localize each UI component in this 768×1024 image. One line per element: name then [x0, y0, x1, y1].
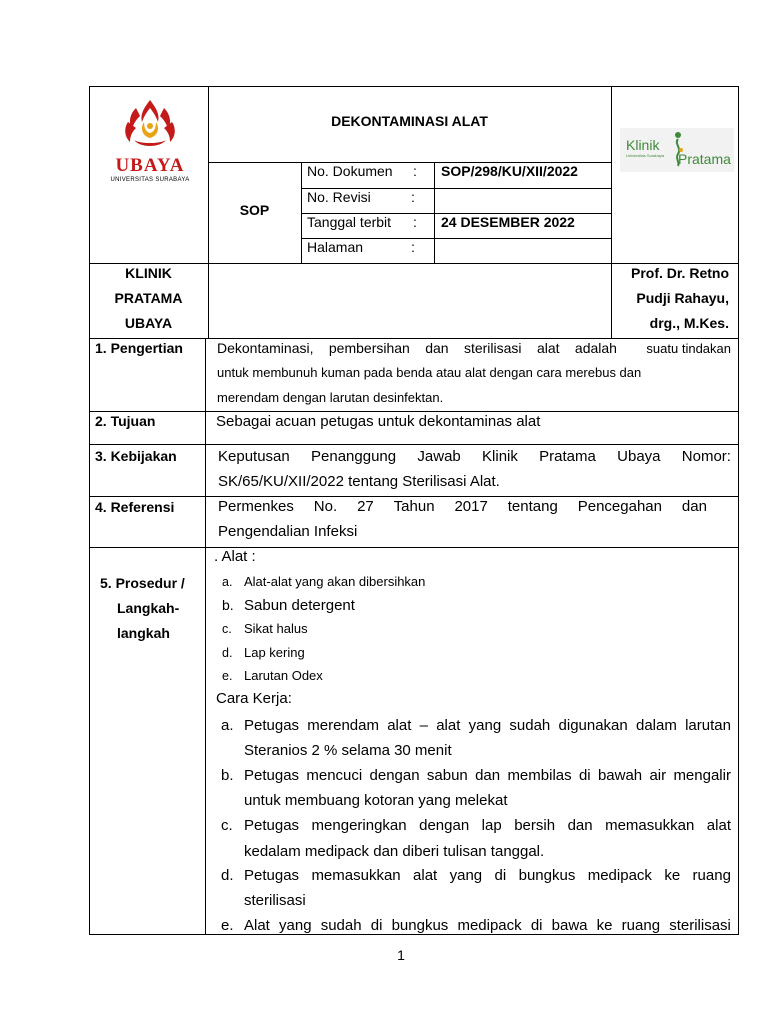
rule-row-4	[89, 496, 739, 497]
label-referensi: 4. Referensi	[95, 499, 175, 515]
rule-row-2	[89, 411, 739, 412]
alat-item: Lap kering	[244, 645, 305, 660]
rule-row-5	[89, 547, 739, 548]
rule-body-col	[205, 338, 206, 935]
pengertian-line-3: merendam dengan larutan desinfektan.	[217, 390, 444, 405]
meta-colon: :	[413, 214, 417, 230]
alat-item: Sikat halus	[244, 621, 308, 636]
alat-marker: c.	[222, 622, 232, 636]
klinik-pratama-logo	[620, 128, 734, 172]
alat-marker: b.	[222, 597, 234, 613]
rule-row-1	[89, 338, 739, 339]
tujuan-text: Sebagai acuan petugas untuk dekontaminas alat	[216, 413, 541, 430]
alat-item: Alat-alat yang akan dibersihkan	[244, 574, 426, 589]
step-marker: d.	[221, 867, 234, 884]
step-e-line-1: Alat yang sudah di bungkus medipack di bawa ke ruang sterilisasi	[244, 917, 731, 934]
step-c-line-2: kedalam medipack dan diberi tulisan tanggal.	[244, 843, 545, 860]
pratama-wordmark: Pratama	[678, 151, 731, 167]
klinik-small-text: Universitas Surabaya	[626, 153, 665, 158]
alat-marker: d.	[222, 646, 233, 660]
ubaya-emblem-icon	[100, 96, 200, 158]
step-marker: e.	[221, 917, 234, 934]
alat-marker: a.	[222, 575, 233, 589]
meta-label-halaman: Halaman	[307, 239, 364, 255]
meta-colon: :	[411, 239, 415, 255]
ubaya-logo	[100, 96, 200, 186]
kebijakan-line-1: Keputusan Penanggung Jawab Klinik Pratama Ubaya Nomor:	[218, 448, 731, 465]
step-a-line-2: Steranios 2 % selama 30 menit	[244, 742, 452, 759]
step-marker: c.	[221, 817, 233, 834]
meta-value-tanggal-terbit: 24 DESEMBER 2022	[441, 214, 575, 230]
klinik-wordmark: Klinik	[626, 137, 660, 153]
rule-header-bottom	[89, 263, 739, 264]
pengertian-line-1: Dekontaminasi, pembersihan dan sterilisasi alat adalah	[217, 340, 617, 356]
pengertian-line-2: untuk membunuh kuman pada benda atau alat dengan cara merebus dan	[217, 365, 642, 380]
rule-right	[738, 86, 739, 935]
meta-colon: :	[413, 163, 417, 179]
document-title: DEKONTAMINASI ALAT	[331, 113, 488, 129]
ubaya-wordmark: UBAYA	[115, 155, 185, 176]
referensi-line-2: Pengendalian Infeksi	[218, 523, 358, 540]
label-kebijakan: 3. Kebijakan	[95, 448, 177, 464]
sop-label: SOP	[239, 202, 270, 218]
step-d-line-1: Petugas memasukkan alat yang di bungkus medipack ke ruang	[244, 867, 731, 884]
step-b-line-1: Petugas mencuci dengan sabun dan membilas di bawah air mengalir	[244, 767, 731, 784]
alat-marker: e.	[222, 669, 233, 683]
rule-left	[89, 86, 90, 935]
step-b-line-2: untuk membuang kotoran yang melekat	[244, 792, 508, 809]
step-d-line-2: sterilisasi	[244, 892, 306, 909]
alat-item: Sabun detergent	[244, 597, 355, 614]
page-number: 1	[397, 947, 405, 963]
meta-colon: :	[411, 189, 415, 205]
cara-kerja-heading: Cara Kerja:	[216, 690, 292, 707]
rule-col-3	[434, 162, 435, 264]
meta-value-no-dokumen: SOP/298/KU/XII/2022	[441, 163, 578, 179]
rule-col-2	[301, 162, 302, 264]
alat-heading: . Alat :	[214, 548, 256, 565]
step-marker: b.	[221, 767, 234, 784]
rule-row-3	[89, 444, 739, 445]
rule-bottom	[89, 934, 739, 935]
alat-item: Larutan Odex	[244, 668, 323, 683]
rule-top	[89, 86, 739, 87]
pengertian-line-1-end: suatu tindakan	[646, 341, 731, 356]
meta-label-tanggal-terbit: Tanggal terbit	[307, 214, 392, 230]
kebijakan-line-2: SK/65/KU/XII/2022 tentang Sterilisasi Alat.	[218, 473, 500, 490]
meta-label-no-revisi: No. Revisi	[307, 189, 371, 205]
meta-label-no-dokumen: No. Dokumen	[307, 163, 393, 179]
step-c-line-1: Petugas mengeringkan dengan lap bersih dan memasukkan alat	[244, 817, 731, 834]
label-pengertian: 1. Pengertian	[95, 340, 183, 356]
ubaya-subtitle: UNIVERSITAS SURABAYA	[110, 177, 190, 183]
label-tujuan: 2. Tujuan	[95, 413, 156, 429]
step-marker: a.	[221, 717, 234, 734]
step-a-line-1: Petugas merendam alat – alat yang sudah digunakan dalam larutan	[244, 717, 731, 734]
referensi-line-1: Permenkes No. 27 Tahun 2017 tentang Pencegahan dan	[218, 498, 707, 515]
